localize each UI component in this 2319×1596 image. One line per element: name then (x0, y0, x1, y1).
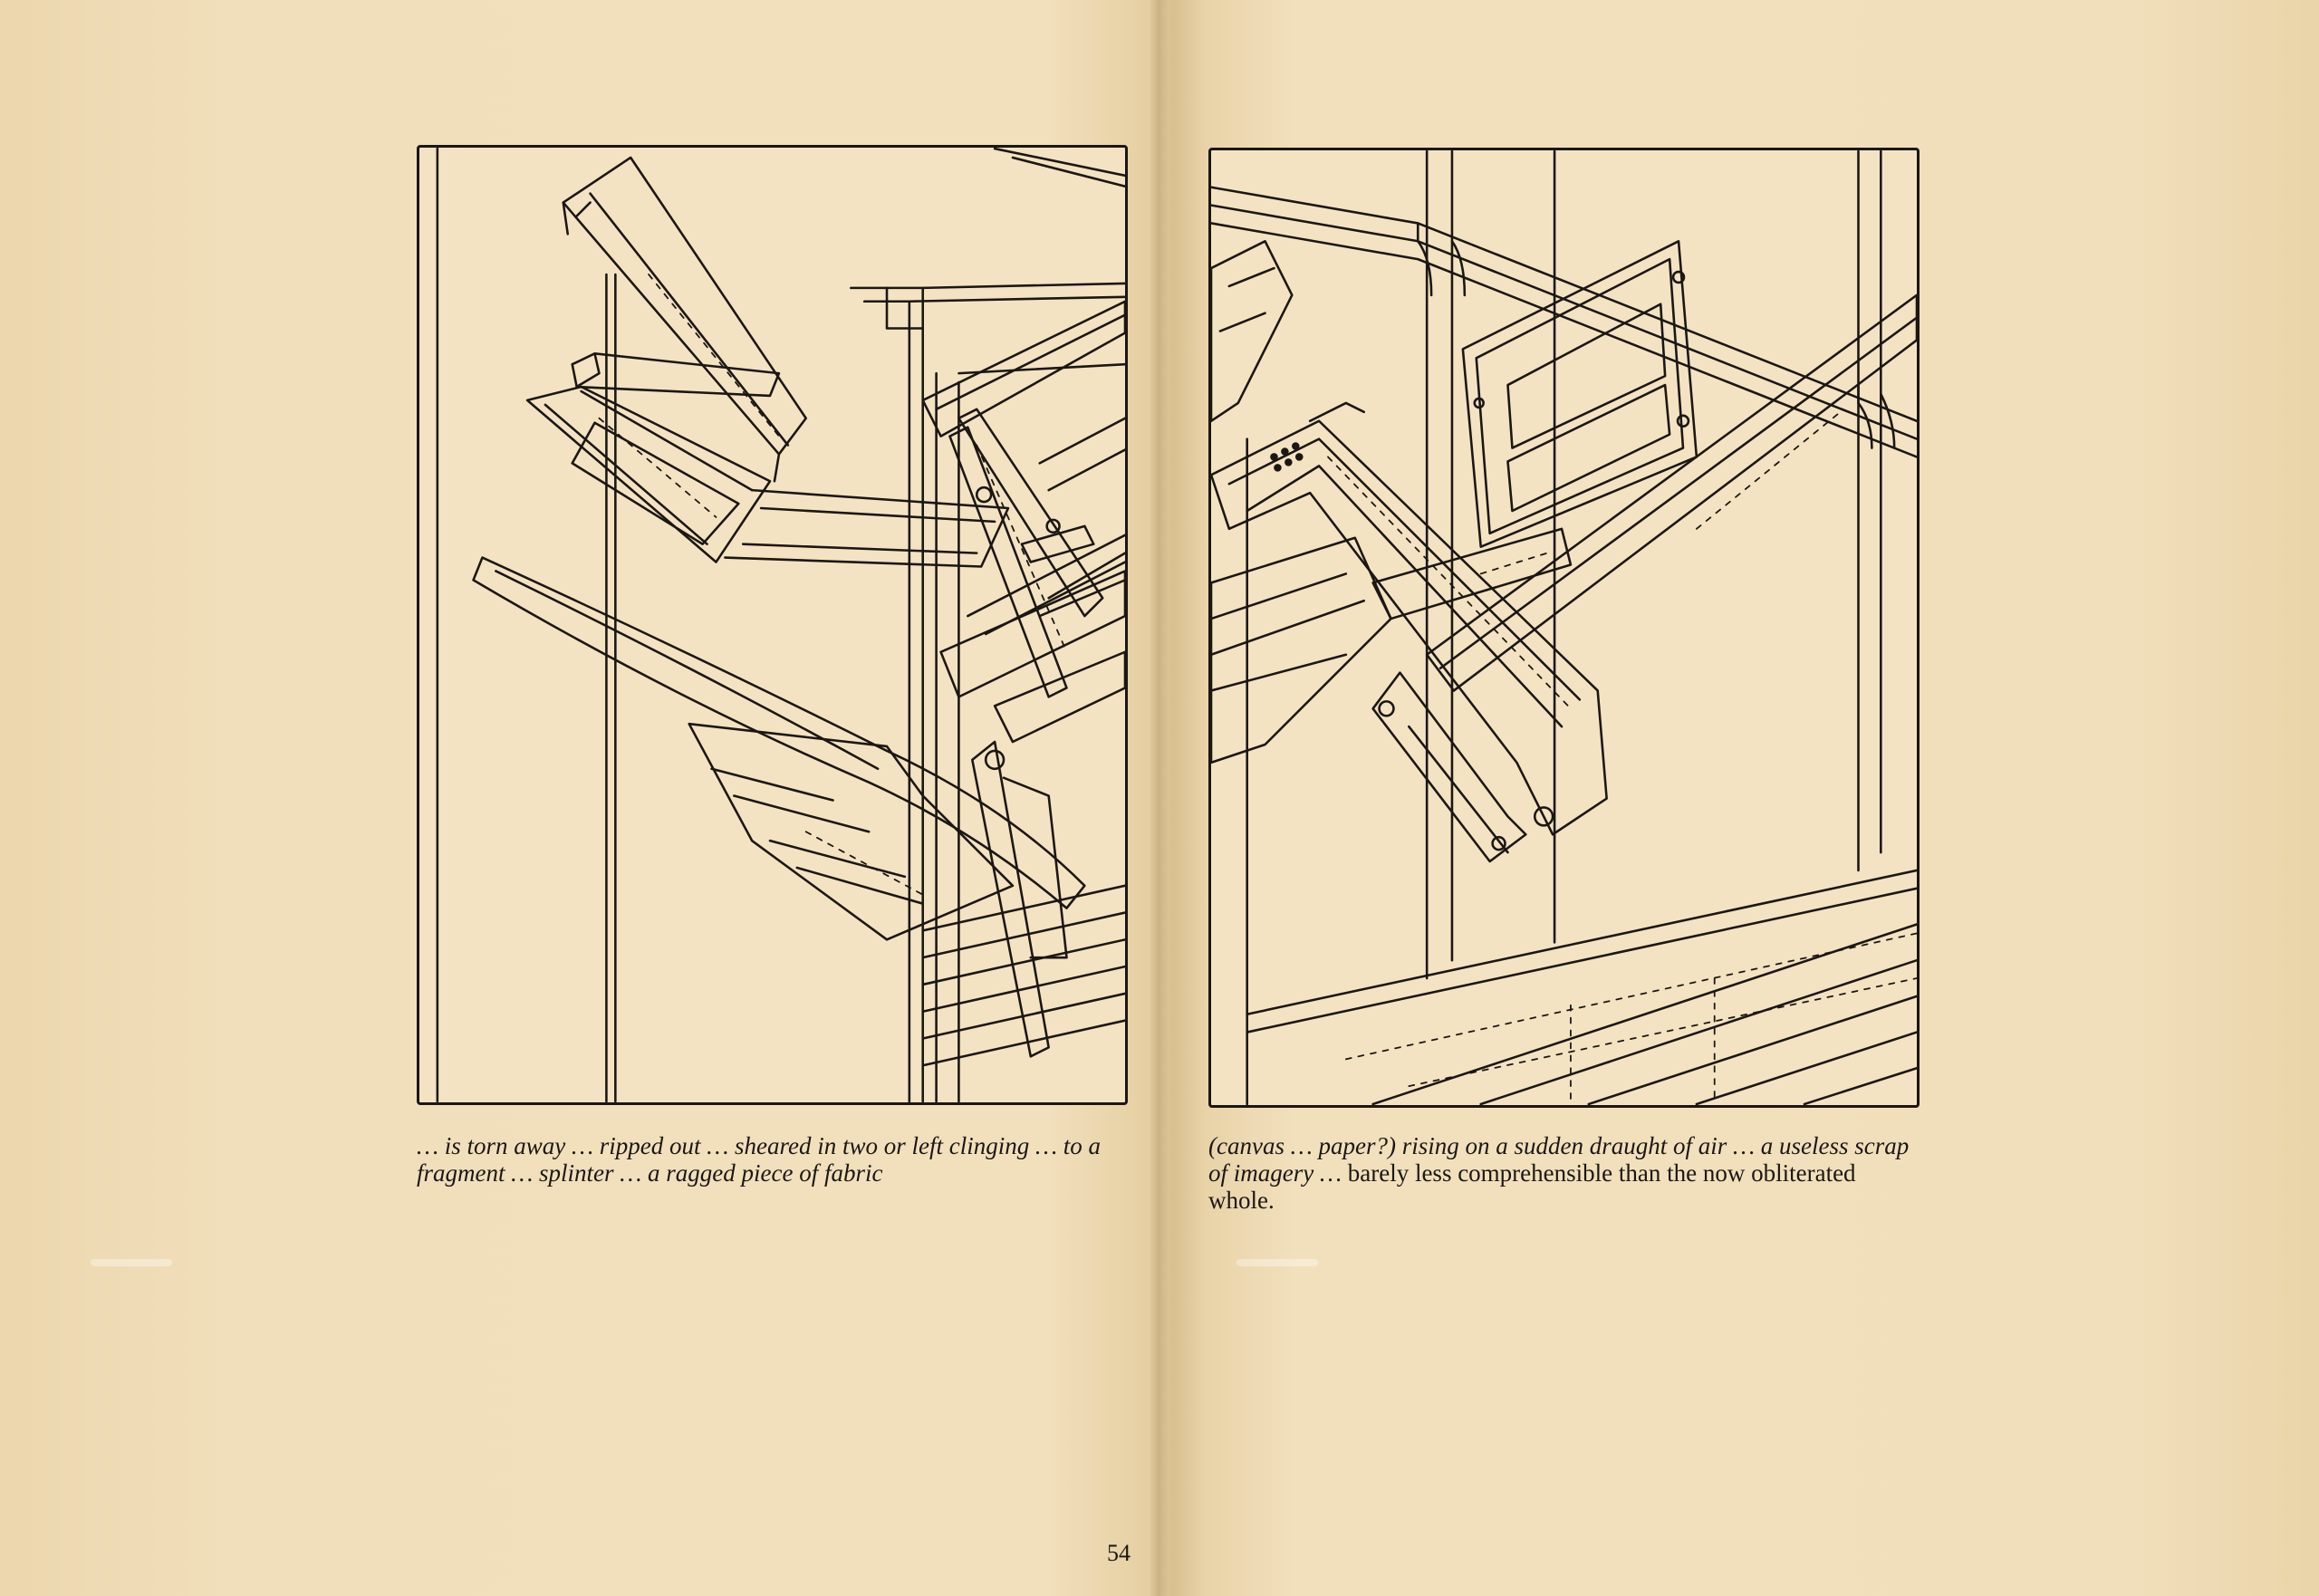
right-illustration (1208, 148, 1920, 1108)
exploding-doorway-drawing (419, 148, 1125, 1102)
page-number: 54 (1107, 1540, 1131, 1566)
right-caption (1208, 1132, 1924, 1214)
left-illustration (417, 145, 1128, 1105)
paper-smudge (1236, 1259, 1318, 1266)
right-caption-italic: (canvas … paper?) rising on a sudden draught of air … a useless scrap of imagery … (1208, 1132, 1910, 1187)
book-gutter (1149, 0, 1169, 1596)
right-caption-roman: barely less comprehensible than the now obliterated whole. (1208, 1159, 1856, 1214)
left-caption: … is torn away … ripped out … sheared in two or left clinging … to a fragment … splinter … a ragged piece of fabric (417, 1132, 1102, 1187)
flying-window-drawing (1211, 150, 1917, 1105)
paper-smudge (91, 1259, 172, 1266)
